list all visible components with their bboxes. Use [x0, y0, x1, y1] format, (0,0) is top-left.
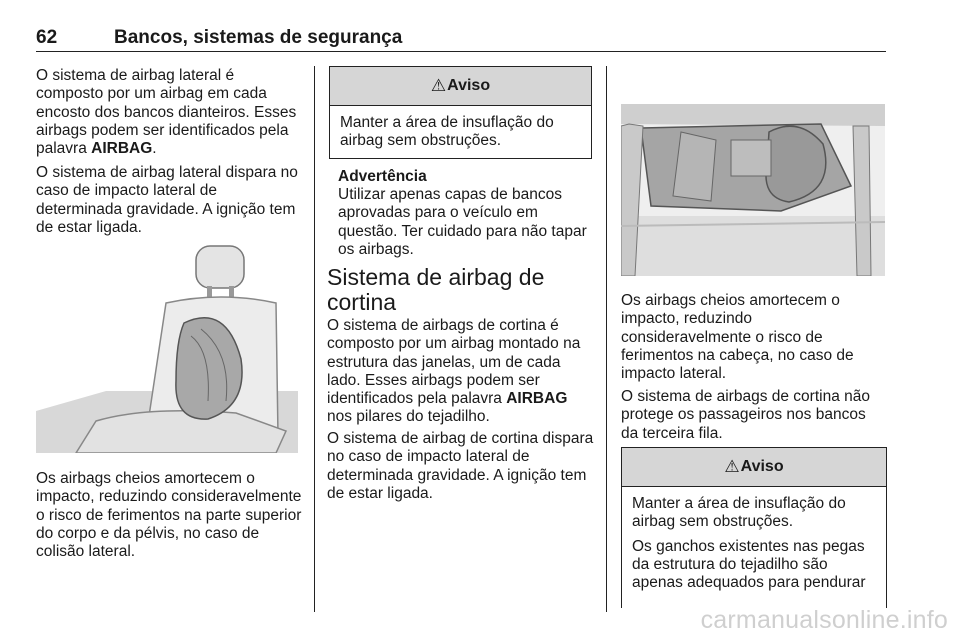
airbag-label: AIRBAG: [91, 140, 153, 158]
warning-title: Aviso: [740, 458, 784, 475]
warning-triangle-icon: ⚠: [724, 457, 740, 476]
page-header: [36, 27, 886, 52]
side-airbag-deploy-text: O sistema de airbag lateral dispara no caso de impacto lateral de determinada gravidade. A ignição tem de estar ligada.: [36, 164, 298, 236]
side-airbag-description: O sistema de airbag lateral é composto por um airbag em cada encosto dos bancos dianteiros. Esses airbags podem ser identificados pela palavra AIRBAG.: [36, 67, 297, 158]
page-number: 62: [36, 27, 58, 48]
warning-triangle-icon: ⚠: [430, 76, 447, 95]
page-title: Bancos, sistemas de segurança: [114, 27, 403, 48]
curtain-airbag-description: O sistema de airbags de cortina é composto por um airbag montado na estrutura das janelas, um de cada lado. Esses airbags podem ser identificados pela palavra AIRBAG nos pilares do tejadilho.: [327, 317, 581, 426]
column-divider: [314, 66, 315, 612]
warning-header: [330, 67, 591, 106]
note-text: Utilizar apenas capas de bancos aprovadas para o veículo em questão. Ter cuidado para não tapar os airbags.: [338, 186, 587, 258]
curtain-airbag-effect-text: Os airbags cheios amortecem o impacto, reduzindo consideravelmente o risco de ferimentos na cabeça, no caso de impacto lateral.: [621, 292, 854, 383]
warning-text: Manter a área de insuflação do airbag sem obstruções.: [340, 114, 554, 150]
note-title: Advertência: [338, 168, 427, 185]
warning-header: [622, 448, 886, 487]
curtain-airbag-illustration: [621, 66, 885, 276]
curtain-airbag-deploy-text: O sistema de airbag de cortina dispara no caso de impacto lateral de determinada gravidade. A ignição tem de estar ligada.: [327, 430, 594, 502]
seat-airbag-illustration: [36, 241, 298, 453]
watermark: carmanualsonline.info: [700, 606, 948, 634]
column-divider: [606, 66, 607, 612]
warning-text: Manter a área de insuflação do airbag sem obstruções.: [632, 495, 846, 531]
section-heading: Sistema de airbag de cortina: [327, 264, 545, 315]
warning-text: Os ganchos existentes nas pegas da estrutura do tejadilho são apenas adequados para pendurar: [632, 537, 866, 592]
side-airbag-effect-text: Os airbags cheios amortecem o impacto, reduzindo consideravelmente o risco de ferimentos na parte superior do corpo e da pélvis, no caso de colisão lateral.: [36, 470, 302, 561]
third-row-note-text: O sistema de airbags de cortina não protege os passageiros nos bancos da terceira fila.: [621, 388, 870, 442]
warning-box: [329, 66, 592, 159]
airbag-label: AIRBAG: [506, 390, 568, 408]
warning-title: Aviso: [447, 77, 491, 94]
warning-box: [621, 447, 887, 608]
